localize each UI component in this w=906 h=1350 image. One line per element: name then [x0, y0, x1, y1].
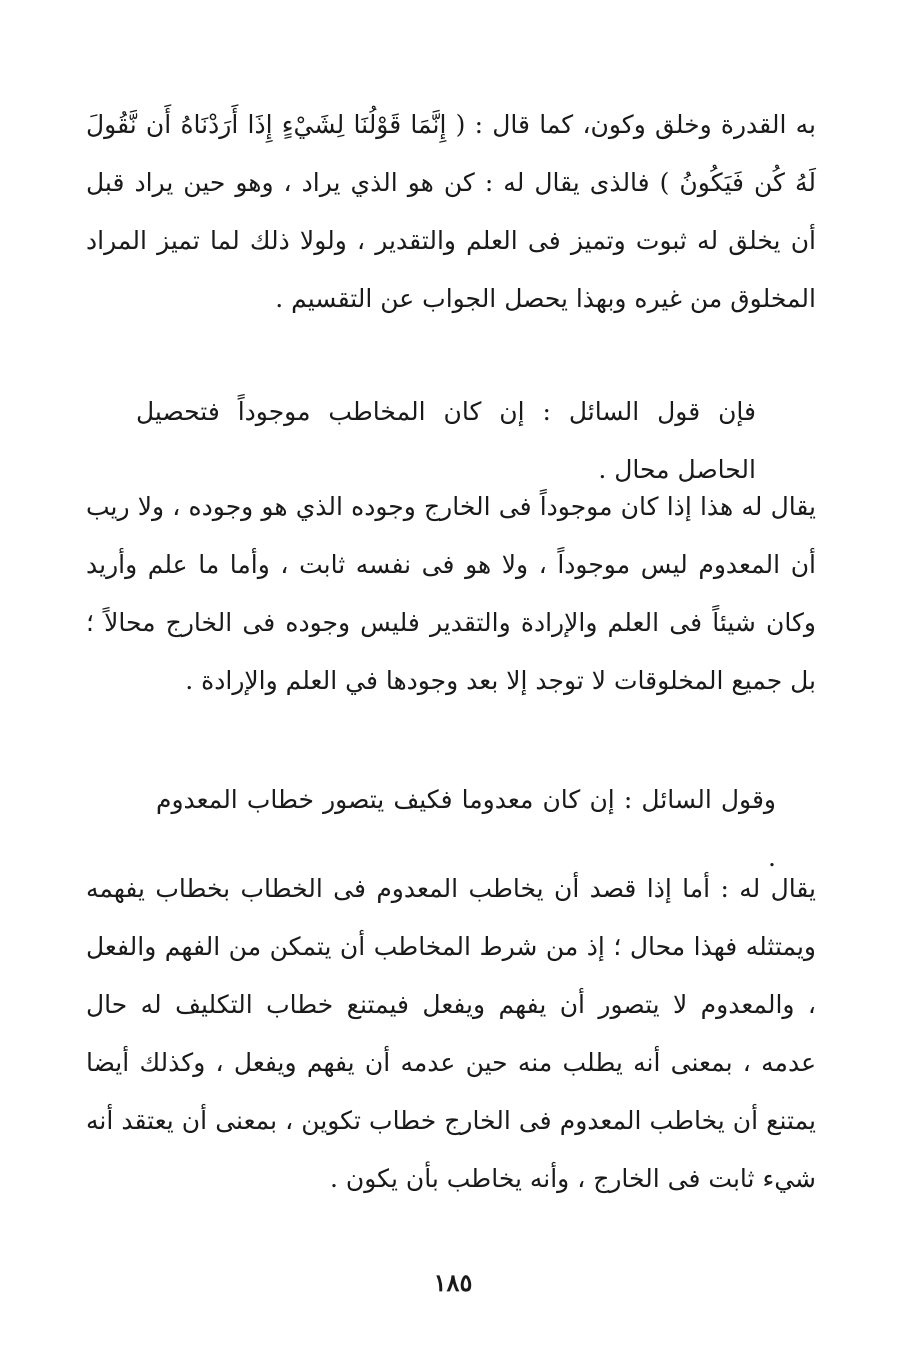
- page-number: ١٨٥: [433, 1268, 473, 1297]
- paragraph-5: يقال له : أما إذا قصد أن يخاطب المعدوم فى الخطاب بخطاب يفهمه ويمتثله فهذا محال ؛ إذ من شرط المخاطب أن يتمكن من الفهم والفعل ، والمعدوم لا يتصور أن يفهم ويفعل فيمتنع خطاب التكليف له حال عدمه ، بمعنى أنه يطلب منه حين عدمه أن يفهم ويفعل ، وكذلك أيضا يمتنع أن يخاطب المعدوم فى الخارج خطاب تكوين ، بمعنى أن يعتقد أنه شيء ثابت فى الخارج ، وأنه يخاطب بأن يكون .: [86, 874, 816, 1193]
- paragraph-2: فإن قول السائل : إن كان المخاطب موجوداً فتحصيل الحاصل محال .: [136, 397, 756, 484]
- paragraph-4: وقول السائل : إن كان معدوما فكيف يتصور خطاب المعدوم .: [156, 785, 776, 872]
- paragraph-3: يقال له هذا إذا كان موجوداً فى الخارج وجوده الذي هو وجوده ، ولا ريب أن المعدوم ليس موجوداً ، ولا هو فى نفسه ثابت ، وأما ما علم وأريد وكان شيئاً فى العلم والإرادة والتقدير فليس وجوده فى الخارج محالاً ؛ بل جميع المخلوقات لا توجد إلا بعد وجودها في العلم والإرادة .: [86, 492, 817, 695]
- paragraph-1: به القدرة وخلق وكون، كما قال : ( إِنَّمَا قَوْلُنَا لِشَيْءٍ إِذَا أَرَدْنَاهُ أَن نَّقُولَ لَهُ كُن فَيَكُونُ ) فالذى يقال له : كن هو الذي يراد ، وهو حين يراد قبل أن يخلق له ثبوت وتميز فى العلم والتقدير ، ولولا ذلك لما تميز المراد المخلوق من غيره وبهذا يحصل الجواب عن التقسيم .: [86, 110, 816, 313]
